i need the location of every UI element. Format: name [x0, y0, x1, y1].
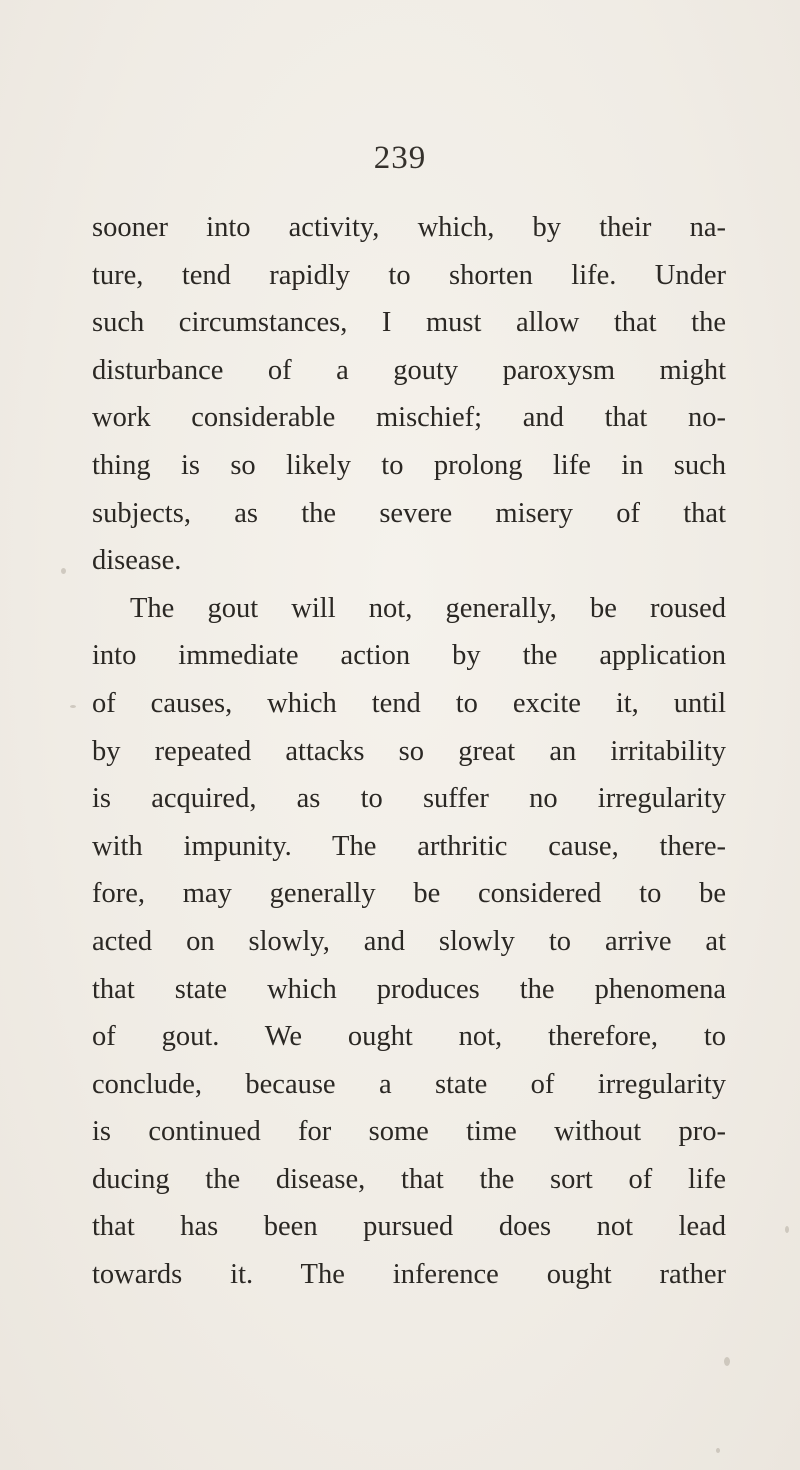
text-line: The gout will not, generally, be roused — [130, 592, 726, 624]
text-line: is acquired, as to suffer no irregularity — [92, 783, 726, 815]
text-line: conclude, because a state of irregularity — [92, 1068, 726, 1100]
text-line: ducing the disease, that the sort of life — [92, 1163, 726, 1195]
paper-speck — [785, 1226, 789, 1233]
text-line: acted on slowly, and slowly to arrive at — [92, 925, 726, 957]
text-line: work considerable mischief; and that no- — [92, 402, 726, 434]
text-line: by repeated attacks so great an irritability — [92, 735, 726, 767]
text-line: that state which produces the phenomena — [92, 973, 726, 1005]
paper-speck — [70, 705, 76, 708]
paper-speck — [716, 1448, 720, 1453]
text-line: fore, may generally be considered to be — [92, 878, 726, 910]
text-line: sooner into activity, which, by their na- — [92, 212, 726, 243]
text-line: into immediate action by the application — [92, 640, 726, 672]
text-line: with impunity. The arthritic cause, there- — [92, 830, 726, 862]
text-line: such circumstances, I must allow that the — [92, 307, 726, 339]
body-text — [92, 204, 726, 1299]
paper-speck — [61, 568, 66, 574]
text-line: is continued for some time without pro- — [92, 1116, 726, 1148]
text-line: towards it. The inference ought rather — [92, 1259, 726, 1291]
text-line: thing is so likely to prolong life in such — [92, 449, 726, 481]
page-number: 239 — [373, 140, 427, 176]
text-line: disease. — [92, 545, 182, 577]
paper-speck — [724, 1357, 730, 1366]
text-line: ture, tend rapidly to shorten life. Under — [92, 259, 726, 291]
text-line: of gout. We ought not, therefore, to — [92, 1021, 726, 1053]
text-line: that has been pursued does not lead — [92, 1211, 726, 1243]
text-line: of causes, which tend to excite it, until — [92, 687, 726, 719]
text-line: disturbance of a gouty paroxysm might — [92, 354, 726, 386]
text-line: subjects, as the severe misery of that — [92, 497, 726, 529]
